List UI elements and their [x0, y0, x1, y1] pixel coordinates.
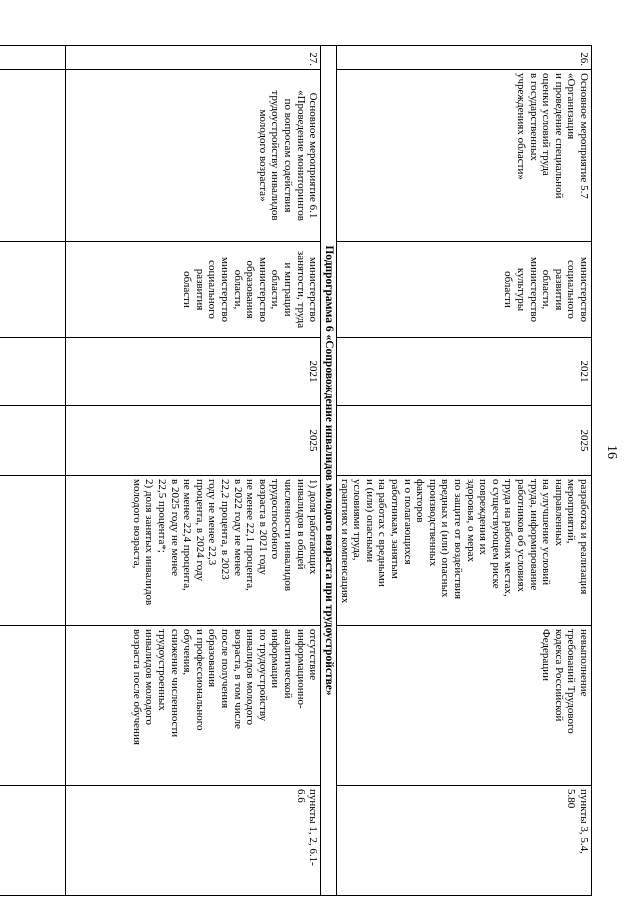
empty-cell — [0, 338, 66, 406]
empty-cell — [0, 786, 66, 896]
rotated-table-container — [29, 45, 592, 895]
end-year-cell: 2025 — [337, 406, 592, 476]
empty-cell — [0, 242, 66, 338]
result-cell: 1) доля работающих инвалидов в общей численности инвалидов трудоспособного возраста в 2021 году не менее 22,1 процента, в 2022 году не менее 22,2 процента, в 2023 году не менее 22,3 процента, в 2024 году не менее 22,4 процента, в 2025 году не менее 22,5 процента*; 2) доля занятых инвалидов молодого возраста, — [66, 476, 321, 626]
program-events-table — [0, 45, 592, 896]
empty-cell — [0, 46, 66, 70]
empty-cell — [0, 476, 66, 626]
page-number: 16 — [604, 445, 619, 459]
table-row — [66, 46, 321, 896]
indicators-cell: пункты 3, 5.4, 5.80 — [337, 786, 592, 896]
table-row — [337, 46, 592, 896]
blank-table-row — [0, 46, 66, 896]
empty-cell — [0, 406, 66, 476]
subprogram-title: Подпрограмма 6 «Сопровождение инвалидов молодого возраста при трудоустройстве» — [321, 46, 337, 896]
event-cell: Основное мероприятие 6.1 «Проведение мониторингов по вопросам содействия трудоустройству инвалидов молодого возраста» — [66, 70, 321, 242]
subprogram-row — [321, 46, 337, 896]
row-number: 26. — [337, 46, 592, 70]
empty-cell — [0, 626, 66, 786]
indicators-cell: пункты 1, 2, 6.1- 6.6 — [66, 786, 321, 896]
executor-cell: министерство социального развития области, министерство культуры области — [337, 242, 592, 338]
empty-cell — [0, 70, 66, 242]
start-year-cell: 2021 — [66, 338, 321, 406]
consequence-cell: отсутствие информационно- аналитической информации по трудоустройству инвалидов молодого возраста, в том числе после получения образования и профессионального обучения, снижение численности трудоустроенных инвалидов молодого возраста после обучения — [66, 626, 321, 786]
result-cell: разработка и реализация мероприятий, направленных на улучшение условий труда, информирование работников об условиях труда на рабочих местах, о существующем риске повреждения их здоровья, о мерах по защите от воздействия вредных и (или) опасных производственных факторов и о полагающихся работникам, занятым на работах с вредными и (или) опасными условиями труда, гарантиях и компенсациях — [337, 476, 592, 626]
start-year-cell: 2021 — [337, 338, 592, 406]
row-number: 27. — [66, 46, 321, 70]
consequence-cell: невыполнение требований Трудового кодекса Российской Федерации — [337, 626, 592, 786]
event-cell: Основное мероприятие 5.7 «Организация и проведение специальной оценки условий труда в государственных учреждениях области» — [337, 70, 592, 242]
executor-cell: министерство занятости, труда и миграции области, министерство образования области, министерство социального развития области — [66, 242, 321, 338]
end-year-cell: 2025 — [66, 406, 321, 476]
